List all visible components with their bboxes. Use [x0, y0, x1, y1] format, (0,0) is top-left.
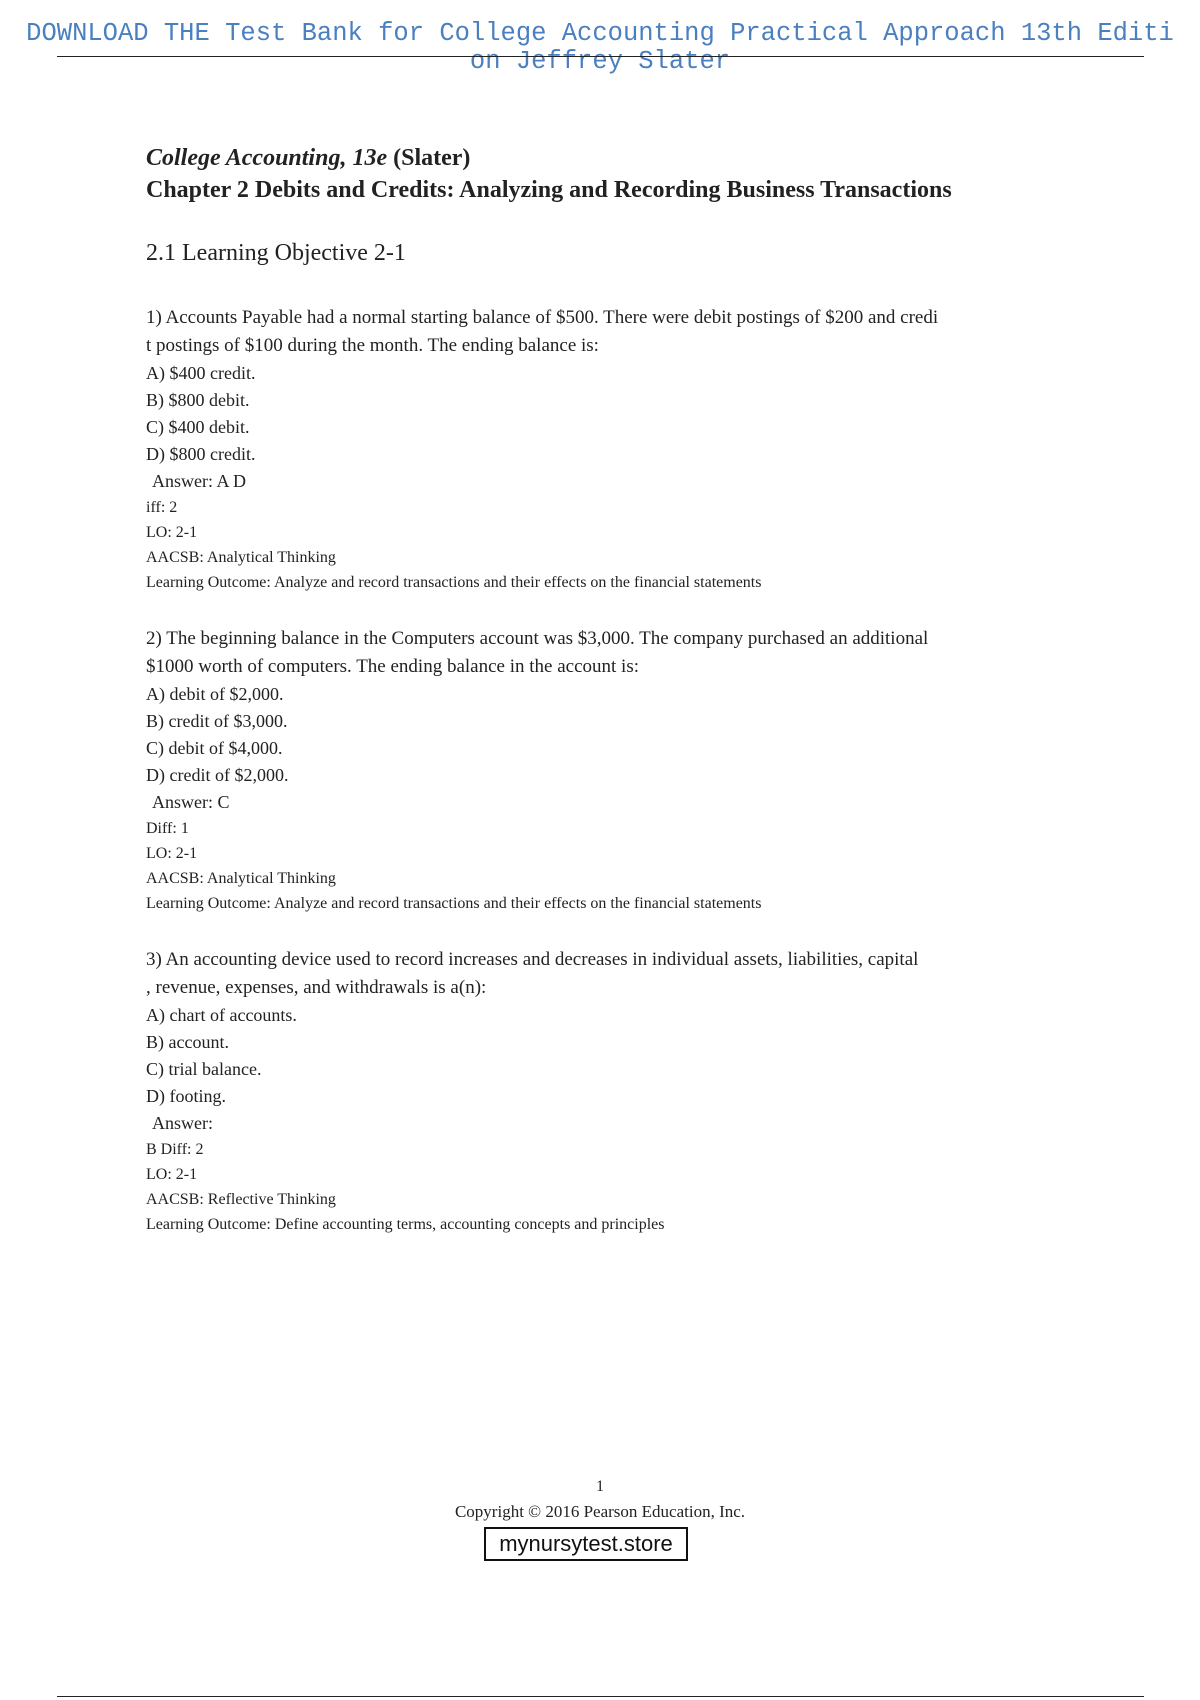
option-a: A) debit of $2,000. [146, 684, 284, 704]
option-d: D) $800 credit. [146, 444, 256, 464]
difficulty: iff: 2 [146, 499, 178, 516]
download-link-line2[interactable]: on Jeffrey Slater [469, 47, 731, 76]
page-number: 1 [596, 1478, 604, 1495]
section-heading: 2.1 Learning Objective 2-1 [146, 240, 406, 266]
option-c: C) trial balance. [146, 1059, 262, 1079]
answer: Answer: A D [152, 471, 246, 491]
book-title [146, 142, 1086, 174]
learning-outcome: Learning Outcome: Analyze and record transactions and their effects on the financial statements [146, 574, 762, 591]
learning-outcome: Learning Outcome: Analyze and record transactions and their effects on the financial statements [146, 895, 762, 912]
top-divider [57, 56, 1144, 57]
difficulty: Diff: 1 [146, 820, 189, 837]
option-c: C) debit of $4,000. [146, 738, 283, 758]
option-c: C) $400 debit. [146, 417, 250, 437]
option-b: B) credit of $3,000. [146, 711, 288, 731]
learning-outcome: Learning Outcome: Define accounting terms, accounting concepts and principles [146, 1216, 665, 1233]
answer: Answer: C [152, 792, 230, 812]
question-text-cont: , revenue, expenses, and withdrawals is a(n): [146, 977, 487, 998]
question-list [146, 304, 1086, 1237]
learning-objective: LO: 2-1 [146, 524, 198, 541]
chapter-title: Chapter 2 Debits and Credits: Analyzing and Recording Business Transactions [146, 177, 952, 203]
download-banner[interactable] [0, 20, 1200, 76]
book-author: (Slater) [387, 145, 471, 171]
bottom-divider [57, 1696, 1144, 1697]
question-text-cont: $1000 worth of computers. The ending balance in the account is: [146, 656, 639, 677]
option-b: B) $800 debit. [146, 390, 250, 410]
option-a: A) chart of accounts. [146, 1005, 297, 1025]
book-title-italic: College Accounting, 13e [146, 145, 388, 171]
aacsb: AACSB: Analytical Thinking [146, 549, 336, 566]
learning-objective: LO: 2-1 [146, 1166, 198, 1183]
difficulty: B Diff: 2 [146, 1141, 204, 1158]
aacsb: AACSB: Analytical Thinking [146, 870, 336, 887]
option-d: D) credit of $2,000. [146, 765, 289, 785]
question-3 [146, 946, 1086, 1237]
option-a: A) $400 credit. [146, 363, 256, 383]
option-b: B) account. [146, 1032, 229, 1052]
answer: Answer: [152, 1113, 213, 1133]
document-body [146, 142, 1086, 1237]
question-1 [146, 304, 1086, 595]
question-2 [146, 625, 1086, 916]
download-link-line1[interactable]: DOWNLOAD THE Test Bank for College Accounting Practical Approach 13th Editi [26, 19, 1174, 48]
question-text: 2) The beginning balance in the Computers account was $3,000. The company purchased an additional [146, 628, 929, 649]
aacsb: AACSB: Reflective Thinking [146, 1191, 336, 1208]
question-text: 1) Accounts Payable had a normal starting balance of $500. There were debit postings of $200 and credi [146, 307, 939, 328]
learning-objective: LO: 2-1 [146, 845, 198, 862]
store-link-box[interactable]: mynursytest.store [484, 1527, 688, 1561]
copyright-notice: Copyright © 2016 Pearson Education, Inc. [454, 1502, 746, 1521]
question-text-cont: t postings of $100 during the month. The ending balance is: [146, 335, 599, 356]
option-d: D) footing. [146, 1086, 226, 1106]
question-text: 3) An accounting device used to record increases and decreases in individual assets, liabilities, capital [146, 949, 919, 970]
